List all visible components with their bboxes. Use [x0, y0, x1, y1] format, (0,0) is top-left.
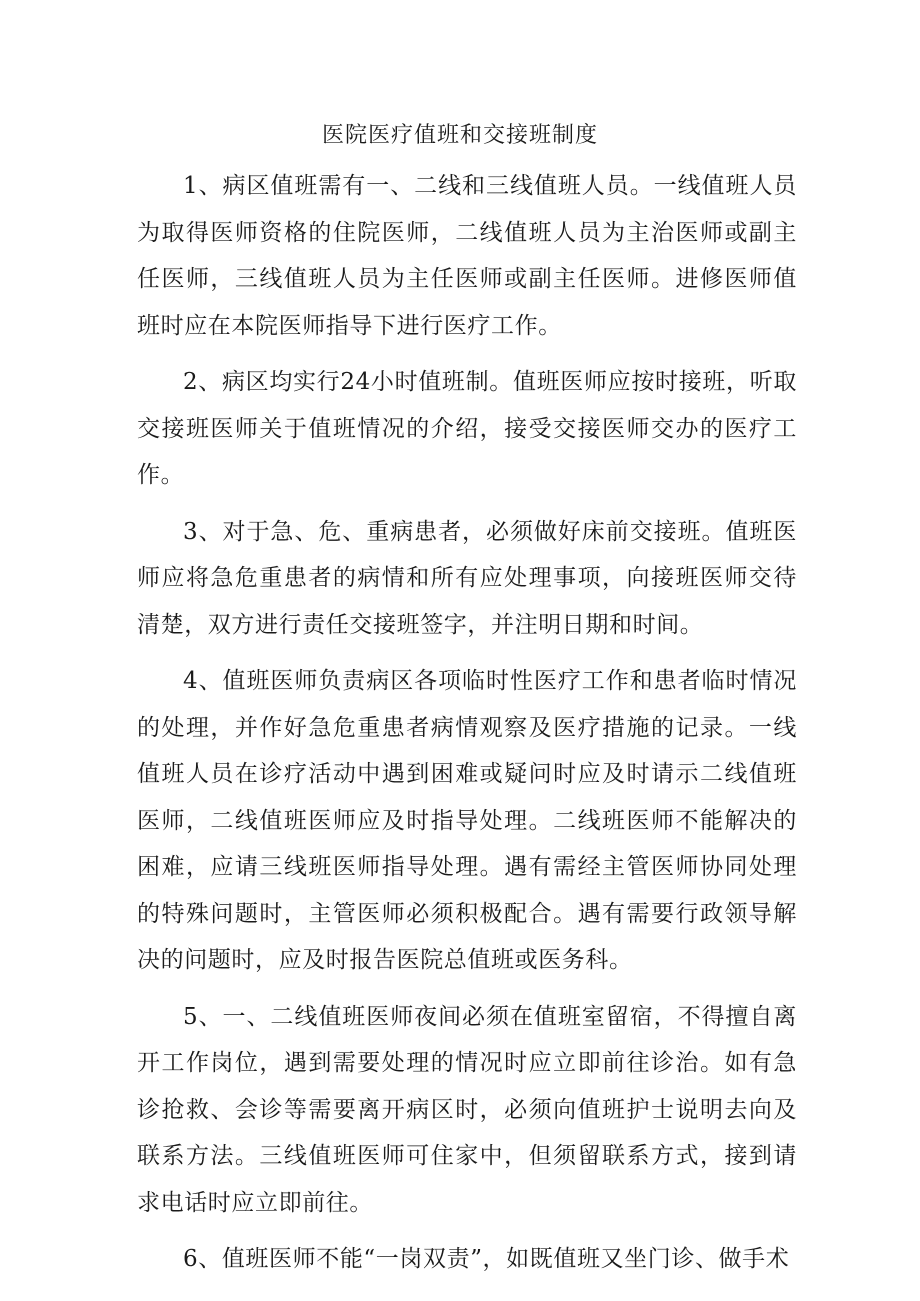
paragraph-5: 5、一、二线值班医师夜间必须在值班室留宿，不得擅自离开工作岗位，遇到需要处理的情况时应立即前往诊治。如有急诊抢救、会诊等需要离开病区时，必须向值班护士说明去向及联系方法。三线值班医师可住家中，但须留联系方式，接到请求电话时应立即前往。: [137, 1003, 797, 1216]
paragraph-6: 6、值班医师不能“一岗双责”，如既值班又坐门诊、做手术: [183, 1246, 790, 1272]
paragraph-4: 4、值班医师负责病区各项临时性医疗工作和患者临时情况的处理，并作好急危重患者病情观察及医疗措施的记录。一线值班人员在诊疗活动中遇到困难或疑问时应及时请示二线值班医师，二线值班医师应及时指导处理。二线班医师不能解决的困难，应请三线班医师指导处理。遇有需经主管医师协同处理的特殊问题时，主管医师必须积极配合。遇有需要行政领导解决的问题时，应及时报告医院总值班或医务科。: [137, 668, 797, 973]
document-body: [137, 163, 797, 1293]
paragraph-1: 1、病区值班需有一、二线和三线值班人员。一线值班人员为取得医师资格的住院医师，二线值班人员为主治医师或副主任医师，三线值班人员为主任医师或副主任医师。进修医师值班时应在本院医师指导下进行医疗工作。: [137, 173, 797, 339]
paragraph-3: 3、对于急、危、重病患者，必须做好床前交接班。值班医师应将急危重患者的病情和所有应处理事项，向接班医师交待清楚，双方进行责任交接班签字，并注明日期和时间。: [137, 518, 797, 638]
paragraph-2: 2、病区均实行24小时值班制。值班医师应按时接班，听取交接班医师关于值班情况的介绍，接受交接医师交办的医疗工作。: [137, 369, 797, 488]
document-title: 医院医疗值班和交接班制度: [321, 123, 598, 148]
